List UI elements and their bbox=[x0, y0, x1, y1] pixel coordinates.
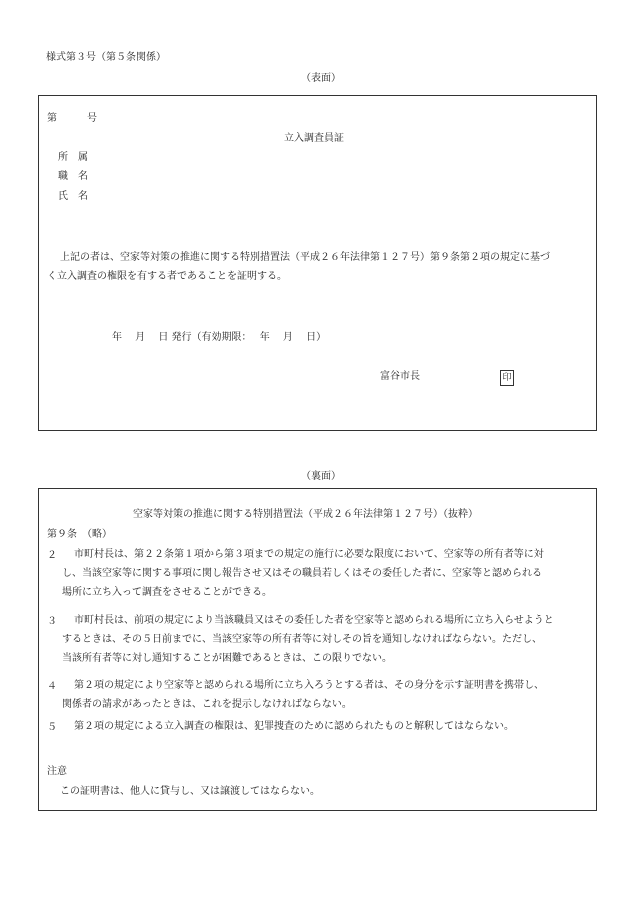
front-label: （表面） bbox=[301, 73, 341, 84]
paragraph-number: ４ bbox=[47, 681, 57, 692]
paragraph-number: ５ bbox=[47, 722, 57, 733]
paragraph-number: ３ bbox=[47, 616, 57, 627]
seal-box: 印 bbox=[500, 370, 514, 386]
paragraph-line: 第２項の規定による立入調査の権限は、犯罪捜査のために認められたものと解釈してはならない。 bbox=[74, 721, 514, 732]
paragraph-line: 第２項の規定により空家等と認められる場所に立ち入ろうとする者は、その身分を示す証明書を携帯し、 bbox=[74, 680, 544, 691]
certification-line-2: く立入調査の権限を有する者であることを証明する。 bbox=[47, 271, 287, 282]
paragraph-line: 当該所有者等に対し通知することが困難であるときは、この限りでない。 bbox=[62, 653, 392, 664]
paragraph-3 bbox=[62, 611, 554, 668]
note-text: この証明書は、他人に貸与し、又は譲渡してはならない。 bbox=[60, 786, 320, 797]
paragraph-2 bbox=[62, 545, 544, 602]
card-title: 立入調査員証 bbox=[284, 133, 344, 144]
issue-date-line: 年 月 日 発行（有効期限： 年 月 日） bbox=[112, 332, 327, 343]
article-heading: 第９条 （略） bbox=[47, 529, 112, 540]
note-heading: 注意 bbox=[47, 766, 67, 777]
form-number: 様式第３号（第５条関係） bbox=[46, 52, 166, 63]
law-title: 空家等対策の推進に関する特別措置法（平成２６年法律第１２７号）（抜粋） bbox=[133, 509, 478, 520]
field-position: 職 名 bbox=[58, 171, 88, 182]
paragraph-line: 関係者の請求があったときは、これを提示しなければならない。 bbox=[62, 699, 352, 710]
paragraph-line: 場所に立ち入って調査をさせることができる。 bbox=[62, 587, 272, 598]
paragraph-4 bbox=[62, 676, 544, 714]
paragraph-line: するときは、その５日前までに、当該空家等の所有者等に対しその旨を通知しなければならない。ただし、 bbox=[62, 634, 542, 645]
paragraph-line: し、当該空家等に関する事項に関し報告させ又はその職員若しくはその委任した者に、空家等と認められる bbox=[62, 568, 542, 579]
issuer: 富谷市長 bbox=[380, 371, 420, 382]
field-name: 氏 名 bbox=[58, 191, 88, 202]
paragraph-line: 市町村長は、前項の規定により当該職員又はその委任した者を空家等と認められる場所に立ち入らせようと bbox=[74, 615, 554, 626]
card-number: 第 号 bbox=[47, 113, 97, 124]
certification-line-1: 上記の者は、空家等対策の推進に関する特別措置法（平成２６年法律第１２７号）第９条第２項の規定に基づ bbox=[60, 252, 550, 263]
paragraph-5 bbox=[62, 717, 514, 736]
back-label: （裏面） bbox=[301, 471, 341, 482]
field-affiliation: 所 属 bbox=[58, 152, 88, 163]
paragraph-number: ２ bbox=[47, 550, 57, 561]
paragraph-line: 市町村長は、第２２条第１項から第３項までの規定の施行に必要な限度において、空家等の所有者等に対 bbox=[74, 549, 544, 560]
